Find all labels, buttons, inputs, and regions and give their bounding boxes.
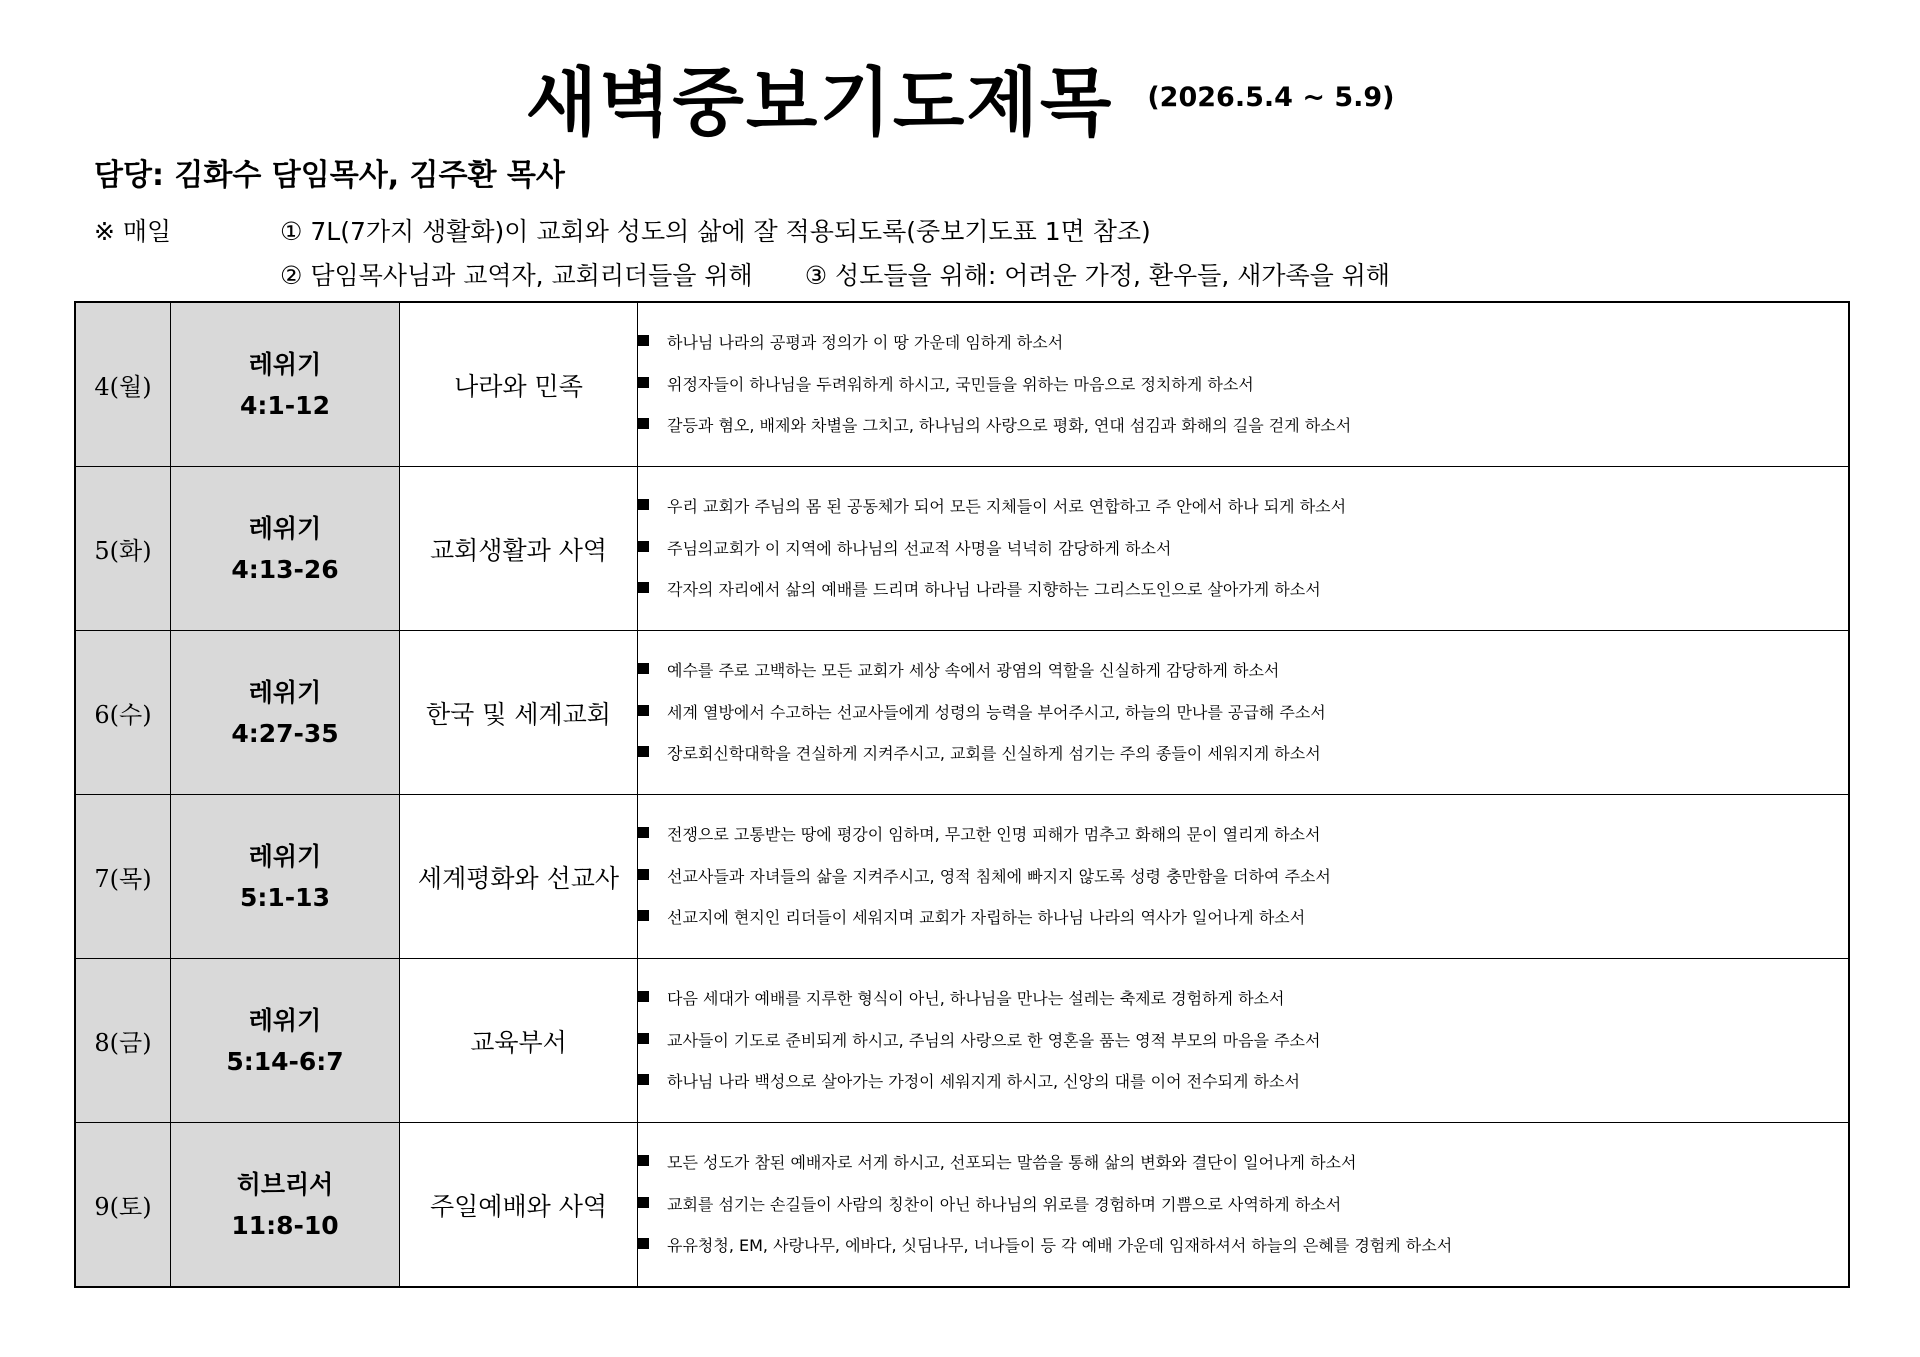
prayer-item-text: 다음 세대가 예배를 지루한 형식이 아닌, 하나님을 만나는 설레는 축제로 경험하게 하소서 [667, 989, 1285, 1009]
prayer-item-text: 모든 성도가 참된 예배자로 서게 하시고, 선포되는 말씀을 통해 삶의 변화와 결단이 일어나게 하소서 [667, 1153, 1357, 1173]
scripture-book: 레위기 [248, 513, 322, 543]
prayer-item-text: 각자의 자리에서 삶의 예배를 드리며 하나님 나라를 지향하는 그리스도인으로 살아가게 하소서 [667, 580, 1321, 600]
topic-cell: 세계평화와 선교사 [400, 795, 638, 959]
scripture-book: 레위기 [248, 349, 322, 379]
prayer-item-text: 예수를 주로 고백하는 모든 교회가 세상 속에서 광염의 역할을 신실하게 감당하게 하소서 [667, 661, 1280, 681]
prayer-item-text: 갈등과 혐오, 배제와 차별을 그치고, 하나님의 사랑으로 평화, 연대 섬김과 화해의 길을 걷게 하소서 [667, 416, 1352, 436]
prayer-item-text: 교회를 섬기는 손길들이 사람의 칭찬이 아닌 하나님의 위로를 경험하며 기쁨으로 사역하게 하소서 [667, 1194, 1342, 1214]
scripture-book: 레위기 [248, 841, 322, 871]
prayer-item-text: 선교사들과 자녀들의 삶을 지켜주시고, 영적 침체에 빠지지 않도록 성령 충만함을 더하여 주소서 [667, 866, 1331, 886]
table-row [75, 631, 1849, 795]
prayer-item-text: 장로회신학대학을 견실하게 지켜주시고, 교회를 신실하게 섬기는 주의 종들이 세워지게 하소서 [667, 744, 1321, 764]
prayer-item [638, 1142, 1848, 1184]
prayer-item-text: 주님의교회가 이 지역에 하나님의 선교적 사명을 넉넉히 감당하게 하소서 [667, 538, 1172, 558]
scripture-reference: 4:27-35 [231, 718, 339, 748]
prayer-items-cell [638, 631, 1850, 795]
date-period: (2026.5.4 ~ 5.9) [1147, 81, 1395, 113]
prayer-item [638, 897, 1848, 939]
topic-cell: 교회생활과 사역 [400, 467, 638, 631]
prayer-item [638, 978, 1848, 1020]
square-bullet-icon [638, 1197, 649, 1208]
day-cell: 6(수) [75, 631, 171, 795]
prayer-item-text: 세계 열방에서 수고하는 선교사들에게 성령의 능력을 부어주시고, 하늘의 만나를 공급해 주소서 [667, 702, 1326, 722]
prayer-item [638, 692, 1848, 734]
prayer-item [638, 733, 1848, 775]
prayer-items-cell [638, 795, 1850, 959]
prayer-item [638, 1184, 1848, 1226]
day-cell: 5(화) [75, 467, 171, 631]
square-bullet-icon [638, 499, 649, 510]
table-row [75, 302, 1849, 467]
scripture-cell [171, 1123, 400, 1288]
prayer-item-text: 우리 교회가 주님의 몸 된 공동체가 되어 모든 지체들이 서로 연합하고 주 안에서 하나 되게 하소서 [667, 497, 1347, 517]
table-row [75, 795, 1849, 959]
table-row [75, 1123, 1849, 1288]
scripture-cell [171, 631, 400, 795]
prayer-item-text: 유유청청, EM, 사랑나무, 에바다, 싯딤나무, 너나들이 등 각 예배 가운데 임재하셔서 하늘의 은혜를 경험케 하소서 [667, 1236, 1453, 1256]
prayer-item [638, 569, 1848, 611]
day-cell: 7(목) [75, 795, 171, 959]
prayer-item-text: 선교지에 현지인 리더들이 세워지며 교회가 자립하는 하나님 나라의 역사가 일어나게 하소서 [667, 908, 1306, 928]
topic-cell: 주일예배와 사역 [400, 1123, 638, 1288]
prayer-item [638, 486, 1848, 528]
daily-label: ※ 매일 [94, 217, 172, 246]
square-bullet-icon [638, 705, 649, 716]
prayer-item-text: 교사들이 기도로 준비되게 하시고, 주님의 사랑으로 한 영혼을 품는 영적 부모의 마음을 주소서 [667, 1030, 1321, 1050]
prayer-item [638, 1225, 1848, 1267]
page-title: 새벽중보기도제목 [525, 60, 1114, 146]
scripture-cell [171, 959, 400, 1123]
topic-cell: 교육부서 [400, 959, 638, 1123]
prayer-items-cell [638, 302, 1850, 467]
daily-line-1 [280, 212, 1151, 248]
table-row [75, 467, 1849, 631]
prayer-item [638, 856, 1848, 898]
topic-cell: 나라와 민족 [400, 302, 638, 467]
scripture-reference: 4:13-26 [231, 554, 339, 584]
square-bullet-icon [638, 1155, 649, 1166]
prayer-item [638, 814, 1848, 856]
prayer-item [638, 528, 1848, 570]
prayer-item [638, 405, 1848, 447]
square-bullet-icon [638, 910, 649, 921]
square-bullet-icon [638, 418, 649, 429]
prayer-items-cell [638, 467, 1850, 631]
prayer-item [638, 1061, 1848, 1103]
square-bullet-icon [638, 1074, 649, 1085]
scripture-cell [171, 302, 400, 467]
scripture-book: 레위기 [248, 677, 322, 707]
prayer-items-cell [638, 1123, 1850, 1288]
square-bullet-icon [638, 663, 649, 674]
daily-line-2 [280, 256, 1390, 292]
table-row [75, 959, 1849, 1123]
scripture-reference: 5:1-13 [240, 882, 330, 912]
prayer-item [638, 322, 1848, 364]
square-bullet-icon [638, 1238, 649, 1249]
day-cell: 8(금) [75, 959, 171, 1123]
scripture-reference: 4:1-12 [240, 390, 330, 420]
prayer-item-text: 위정자들이 하나님을 두려워하게 하시고, 국민들을 위하는 마음으로 정치하게 하소서 [667, 374, 1254, 394]
square-bullet-icon [638, 335, 649, 346]
scripture-reference: 5:14-6:7 [226, 1046, 344, 1076]
scripture-book: 레위기 [248, 1005, 322, 1035]
daily-item-2: ② 담임목사님과 교역자, 교회리더들을 위해 [280, 261, 753, 290]
scripture-reference: 11:8-10 [231, 1210, 339, 1240]
daily-item-1: ① 7L(7가지 생활화)이 교회와 성도의 삶에 잘 적용되도록(중보기도표 1면 참조) [280, 217, 1151, 246]
square-bullet-icon [638, 582, 649, 593]
scripture-cell [171, 795, 400, 959]
scripture-cell [171, 467, 400, 631]
day-cell: 4(월) [75, 302, 171, 467]
square-bullet-icon [638, 746, 649, 757]
square-bullet-icon [638, 827, 649, 838]
prayer-schedule-table [74, 301, 1850, 1288]
square-bullet-icon [638, 991, 649, 1002]
day-cell: 9(토) [75, 1123, 171, 1288]
daily-item-3: ③ 성도들을 위해: 어려운 가정, 환우들, 새가족을 위해 [804, 261, 1391, 290]
square-bullet-icon [638, 1033, 649, 1044]
prayer-item [638, 1020, 1848, 1062]
pastors-in-charge: 담당: 김화수 담임목사, 김주환 목사 [94, 158, 565, 193]
square-bullet-icon [638, 869, 649, 880]
topic-cell: 한국 및 세계교회 [400, 631, 638, 795]
prayer-item [638, 364, 1848, 406]
prayer-item-text: 하나님 나라 백성으로 살아가는 가정이 세워지게 하시고, 신앙의 대를 이어 전수되게 하소서 [667, 1072, 1300, 1092]
square-bullet-icon [638, 541, 649, 552]
title-block [0, 44, 1920, 150]
scripture-book: 히브리서 [236, 1169, 334, 1199]
prayer-item-text: 하나님 나라의 공평과 정의가 이 땅 가운데 임하게 하소서 [667, 333, 1064, 353]
prayer-item [638, 650, 1848, 692]
prayer-item-text: 전쟁으로 고통받는 땅에 평강이 임하며, 무고한 인명 피해가 멈추고 화해의 문이 열리게 하소서 [667, 825, 1321, 845]
square-bullet-icon [638, 377, 649, 388]
prayer-items-cell [638, 959, 1850, 1123]
